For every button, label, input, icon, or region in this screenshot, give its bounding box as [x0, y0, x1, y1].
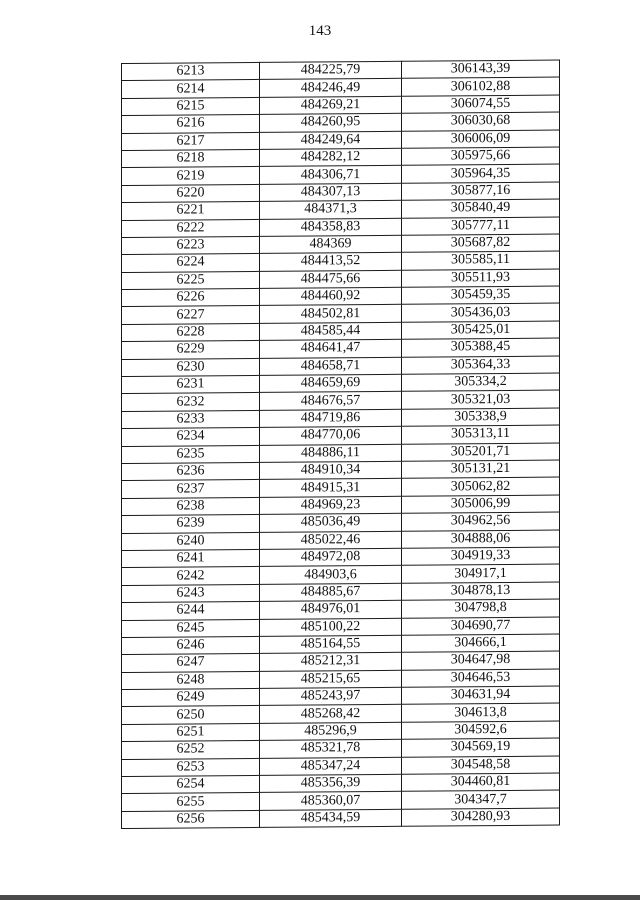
x-coordinate-cell: 484903,6	[260, 566, 402, 585]
point-number-cell: 6225	[122, 271, 260, 289]
point-number-cell: 6240	[122, 532, 260, 550]
y-coordinate-cell: 304666,1	[402, 634, 560, 653]
x-coordinate-cell: 484915,31	[260, 479, 402, 498]
x-coordinate-cell: 484358,83	[260, 218, 402, 237]
y-coordinate-cell: 304460,81	[402, 773, 560, 792]
x-coordinate-cell: 484886,11	[260, 444, 402, 463]
point-number-cell: 6243	[122, 584, 260, 602]
x-coordinate-cell: 484770,06	[260, 427, 402, 446]
page-number: 143	[308, 23, 332, 39]
y-coordinate-cell: 305334,2	[402, 373, 560, 392]
y-coordinate-cell: 305201,71	[402, 443, 560, 462]
point-number-cell: 6229	[122, 341, 260, 359]
y-coordinate-cell: 304917,1	[402, 564, 560, 583]
x-coordinate-cell: 484475,66	[260, 270, 402, 289]
point-number-cell: 6235	[122, 445, 260, 463]
x-coordinate-cell: 485212,31	[260, 653, 402, 672]
y-coordinate-cell: 306102,88	[402, 77, 560, 96]
point-number-cell: 6226	[122, 288, 260, 306]
x-coordinate-cell: 484369	[260, 235, 402, 254]
y-coordinate-cell: 304647,98	[402, 651, 560, 670]
y-coordinate-cell: 304347,7	[402, 790, 560, 809]
x-coordinate-cell: 485296,9	[260, 722, 402, 741]
y-coordinate-cell: 304280,93	[402, 808, 560, 827]
point-number-cell: 6251	[122, 723, 260, 741]
x-coordinate-cell: 484641,47	[260, 340, 402, 359]
y-coordinate-cell: 305338,9	[402, 408, 560, 427]
x-coordinate-cell: 484306,71	[260, 166, 402, 185]
point-number-cell: 6213	[122, 62, 260, 80]
point-number-cell: 6253	[122, 758, 260, 776]
point-number-cell: 6247	[122, 654, 260, 672]
x-coordinate-cell: 484502,81	[260, 305, 402, 324]
coordinates-table-body	[122, 60, 560, 829]
x-coordinate-cell: 484976,01	[260, 600, 402, 619]
scan-edge-shadow	[0, 895, 640, 900]
y-coordinate-cell: 304592,6	[402, 721, 560, 740]
point-number-cell: 6252	[122, 741, 260, 759]
point-number-cell: 6219	[122, 167, 260, 185]
x-coordinate-cell: 485268,42	[260, 705, 402, 724]
y-coordinate-cell: 306074,55	[402, 95, 560, 114]
y-coordinate-cell: 305964,35	[402, 164, 560, 183]
point-number-cell: 6250	[122, 706, 260, 724]
y-coordinate-cell: 305425,01	[402, 321, 560, 340]
x-coordinate-cell: 484585,44	[260, 322, 402, 341]
x-coordinate-cell: 484307,13	[260, 183, 402, 202]
point-number-cell: 6217	[122, 132, 260, 150]
x-coordinate-cell: 485243,97	[260, 687, 402, 706]
x-coordinate-cell: 484225,79	[260, 61, 402, 80]
y-coordinate-cell: 304613,8	[402, 704, 560, 723]
point-number-cell: 6221	[122, 202, 260, 220]
y-coordinate-cell: 306143,39	[402, 60, 560, 79]
point-number-cell: 6227	[122, 306, 260, 324]
point-number-cell: 6236	[122, 462, 260, 480]
x-coordinate-cell: 484885,67	[260, 583, 402, 602]
point-number-cell: 6241	[122, 549, 260, 567]
x-coordinate-cell: 484249,64	[260, 131, 402, 150]
x-coordinate-cell: 484658,71	[260, 357, 402, 376]
x-coordinate-cell: 484413,52	[260, 253, 402, 272]
x-coordinate-cell: 485356,39	[260, 774, 402, 793]
table-row	[122, 808, 560, 829]
x-coordinate-cell: 485434,59	[260, 809, 402, 828]
x-coordinate-cell: 485215,65	[260, 670, 402, 689]
y-coordinate-cell: 305131,21	[402, 460, 560, 479]
y-coordinate-cell: 305840,49	[402, 199, 560, 218]
point-number-cell: 6244	[122, 602, 260, 620]
y-coordinate-cell: 305459,35	[402, 286, 560, 305]
y-coordinate-cell: 305313,11	[402, 425, 560, 444]
point-number-cell: 6233	[122, 410, 260, 428]
point-number-cell: 6248	[122, 671, 260, 689]
y-coordinate-cell: 305585,11	[402, 251, 560, 270]
x-coordinate-cell: 485347,24	[260, 757, 402, 776]
y-coordinate-cell: 304690,77	[402, 617, 560, 636]
y-coordinate-cell: 305321,03	[402, 390, 560, 409]
x-coordinate-cell: 485100,22	[260, 618, 402, 637]
point-number-cell: 6224	[122, 254, 260, 272]
point-number-cell: 6239	[122, 515, 260, 533]
x-coordinate-cell: 484246,49	[260, 79, 402, 98]
point-number-cell: 6238	[122, 497, 260, 515]
x-coordinate-cell: 485360,07	[260, 792, 402, 811]
point-number-cell: 6242	[122, 567, 260, 585]
coordinates-table	[121, 60, 560, 830]
point-number-cell: 6234	[122, 428, 260, 446]
y-coordinate-cell: 304646,53	[402, 669, 560, 688]
y-coordinate-cell: 304878,13	[402, 582, 560, 601]
x-coordinate-cell: 484269,21	[260, 96, 402, 115]
y-coordinate-cell: 304919,33	[402, 547, 560, 566]
y-coordinate-cell: 306030,68	[402, 112, 560, 131]
point-number-cell: 6237	[122, 480, 260, 498]
x-coordinate-cell: 484676,57	[260, 392, 402, 411]
y-coordinate-cell: 304962,56	[402, 512, 560, 531]
y-coordinate-cell: 305687,82	[402, 234, 560, 253]
point-number-cell: 6215	[122, 97, 260, 115]
x-coordinate-cell: 484972,08	[260, 548, 402, 567]
x-coordinate-cell: 484460,92	[260, 287, 402, 306]
point-number-cell: 6254	[122, 775, 260, 793]
point-number-cell: 6230	[122, 358, 260, 376]
point-number-cell: 6255	[122, 793, 260, 811]
point-number-cell: 6220	[122, 184, 260, 202]
point-number-cell: 6256	[122, 810, 260, 828]
x-coordinate-cell: 484910,34	[260, 461, 402, 480]
y-coordinate-cell: 305511,93	[402, 269, 560, 288]
y-coordinate-cell: 304569,19	[402, 738, 560, 757]
x-coordinate-cell: 484969,23	[260, 496, 402, 515]
x-coordinate-cell: 484260,95	[260, 113, 402, 132]
y-coordinate-cell: 305777,11	[402, 217, 560, 236]
x-coordinate-cell: 485036,49	[260, 513, 402, 532]
point-number-cell: 6245	[122, 619, 260, 637]
point-number-cell: 6216	[122, 115, 260, 133]
y-coordinate-cell: 304548,58	[402, 756, 560, 775]
y-coordinate-cell: 304888,06	[402, 530, 560, 549]
point-number-cell: 6222	[122, 219, 260, 237]
x-coordinate-cell: 484282,12	[260, 148, 402, 167]
y-coordinate-cell: 305877,16	[402, 182, 560, 201]
point-number-cell: 6249	[122, 688, 260, 706]
point-number-cell: 6228	[122, 323, 260, 341]
y-coordinate-cell: 305364,33	[402, 356, 560, 375]
y-coordinate-cell: 305388,45	[402, 338, 560, 357]
y-coordinate-cell: 304631,94	[402, 686, 560, 705]
x-coordinate-cell: 484371,3	[260, 200, 402, 219]
point-number-cell: 6231	[122, 375, 260, 393]
y-coordinate-cell: 304798,8	[402, 599, 560, 618]
y-coordinate-cell: 305006,99	[402, 495, 560, 514]
point-number-cell: 6246	[122, 636, 260, 654]
x-coordinate-cell: 484719,86	[260, 409, 402, 428]
y-coordinate-cell: 306006,09	[402, 130, 560, 149]
x-coordinate-cell: 484659,69	[260, 374, 402, 393]
y-coordinate-cell: 305975,66	[402, 147, 560, 166]
point-number-cell: 6218	[122, 149, 260, 167]
x-coordinate-cell: 485164,55	[260, 635, 402, 654]
point-number-cell: 6214	[122, 80, 260, 98]
point-number-cell: 6232	[122, 393, 260, 411]
point-number-cell: 6223	[122, 236, 260, 254]
x-coordinate-cell: 485321,78	[260, 740, 402, 759]
y-coordinate-cell: 305436,03	[402, 304, 560, 323]
y-coordinate-cell: 305062,82	[402, 477, 560, 496]
x-coordinate-cell: 485022,46	[260, 531, 402, 550]
